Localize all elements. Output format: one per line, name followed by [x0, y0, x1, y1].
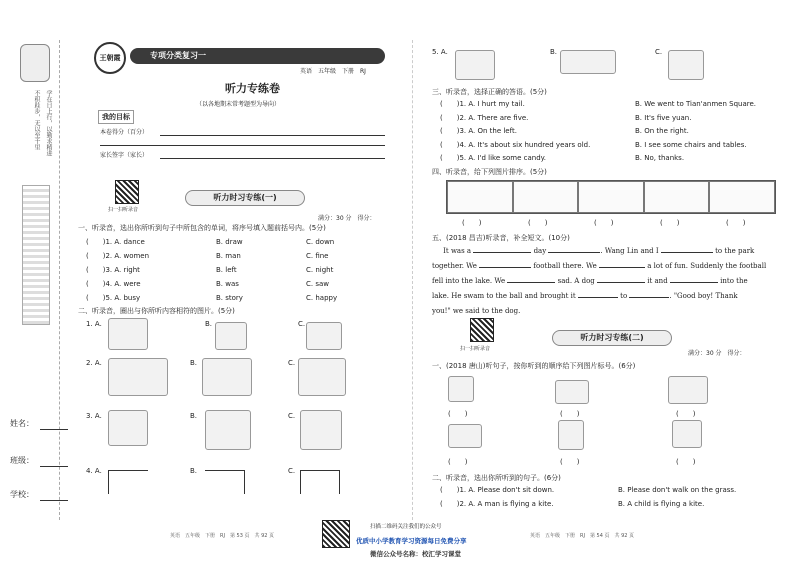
picture-cell[interactable]	[709, 181, 775, 213]
direction-sign-icon[interactable]	[108, 470, 148, 494]
blank-field[interactable]	[507, 282, 555, 283]
answer-bracket[interactable]: ( )	[560, 410, 580, 418]
section-banner: 专项分类复习一	[130, 48, 385, 64]
picture-option[interactable]	[108, 318, 148, 350]
camera-icon[interactable]	[555, 380, 589, 404]
cloze-line: fell into the lake. We sad. A dog it and into the	[432, 277, 748, 285]
list-item: ( )4. A. It's about six hundred years old. B. I see some chairs and tables.	[440, 140, 747, 149]
tiananmen-icon[interactable]	[560, 50, 616, 74]
footer-scan-text: 扫描二维码关注我们的公众号	[370, 524, 442, 530]
cloze-passage	[432, 244, 772, 319]
page-subtitle: （以各地期末常考题型为导向）	[196, 101, 281, 108]
blank-field[interactable]	[597, 282, 645, 283]
name-label: 姓名：	[10, 419, 34, 428]
answer-bracket[interactable]: ( )	[448, 458, 468, 466]
telephone-icon[interactable]	[448, 424, 482, 448]
cloze-line: together. We football there. We a lot of fun. Suddenly the football	[432, 262, 767, 270]
class-label: 班级：	[10, 456, 34, 465]
footer-line1: 优质中小学教育学习资源每日免费分享	[356, 537, 467, 545]
picture-option[interactable]	[202, 358, 252, 396]
picture-option[interactable]	[455, 50, 495, 80]
cloze-line: It was a day . Wang Lin and I to the park	[443, 247, 755, 255]
q2-row3-c: C.	[288, 412, 296, 420]
blank-field[interactable]	[548, 252, 600, 253]
q3-list	[440, 98, 780, 166]
blank-field[interactable]	[670, 282, 718, 283]
q2-row3-b: B.	[190, 412, 198, 420]
computer-icon[interactable]	[668, 376, 708, 404]
answer-bracket[interactable]: ( )	[560, 458, 580, 466]
blank-field[interactable]	[629, 297, 669, 298]
list-item: ( )1. A. I hurt my tail. B. We went to Tian'anmen Square.	[440, 100, 757, 108]
picture-option[interactable]	[205, 410, 251, 450]
list-item: ( )2. A. women B. man C. fine	[86, 252, 329, 260]
blank-field[interactable]	[599, 267, 645, 268]
answer-bracket[interactable]: ( )	[726, 219, 746, 227]
q2-row4-b: B.	[190, 467, 198, 475]
list-item: ( )2. A. There are five. B. It's five yuan.	[440, 113, 692, 122]
blank-field[interactable]	[578, 297, 618, 298]
q2-row1-a: 1. A.	[86, 320, 102, 328]
footer-qr-code[interactable]	[322, 520, 350, 548]
qr-code-section2[interactable]	[470, 318, 494, 342]
q5-b: B.	[550, 48, 558, 56]
picture-cell[interactable]	[447, 181, 513, 213]
q2-row4-a: 4. A.	[86, 467, 102, 475]
picture-cell[interactable]	[513, 181, 579, 213]
brand-logo: 王朝霞	[94, 42, 126, 74]
page-title: 听力专练卷	[225, 82, 280, 95]
section1-title: 听力时习专练(一)	[185, 190, 305, 206]
blank-field[interactable]	[661, 252, 713, 253]
section1-score: 满分：30 分 得分：	[318, 215, 376, 222]
q2-row3-a: 3. A.	[86, 412, 102, 420]
school-field[interactable]	[40, 491, 68, 501]
q1-list	[86, 236, 386, 306]
q4-picture-strip	[446, 180, 776, 214]
q3-title: 三、听录音，选择正确的答语。(5分)	[432, 88, 547, 96]
q2-row2-c: C.	[288, 359, 296, 367]
list-item: ( )3. A. On the left. B. On the right.	[440, 127, 689, 135]
picture-option[interactable]	[300, 410, 342, 450]
q5-a: 5. A.	[432, 48, 448, 56]
name-field[interactable]	[40, 420, 68, 430]
center-fold	[412, 40, 413, 520]
s2q2-title: 二、听录音，选出你所听到的句子。(6分)	[432, 474, 561, 482]
letter-icon[interactable]	[558, 420, 584, 450]
list-item: ( )5. A. I'd like some candy. B. No, thanks.	[440, 154, 685, 162]
page-number-left: 英语 五年级 下册 RJ 第 53 页 共 92 页	[170, 533, 275, 539]
picture-option[interactable]	[298, 358, 346, 396]
s2q1-title: 一、(2018 唐山)听句子，按你听到的顺序给下列图片标号。(6分)	[432, 362, 636, 370]
q2-row1-c: C.	[298, 320, 306, 328]
list-item: ( )3. A. right B. left C. night	[86, 266, 334, 274]
picture-cell[interactable]	[644, 181, 710, 213]
footer-line2: 微信公众号名称：校汇学习课堂	[370, 550, 461, 558]
list-item: ( )2. A. A man is flying a kite. B. A child is flying a kite.	[440, 500, 705, 508]
list-item: ( )1. A. dance B. draw C. down	[86, 238, 335, 246]
parent-sign-label: 家长签字（家长）	[100, 152, 149, 159]
score-line-label: 本卷得分（百分）	[100, 129, 149, 136]
answer-bracket[interactable]: ( )	[448, 410, 468, 418]
list-item: ( )1. A. Please don't sit down. B. Please don't walk on the grass.	[440, 486, 737, 494]
header-meta: 英语 五年级 下册 RJ	[300, 68, 366, 75]
section2-score: 满分：30 分 得分：	[688, 350, 746, 357]
s2q2-list	[440, 484, 780, 512]
page-number-right: 英语 五年级 下册 RJ 第 54 页 共 92 页	[530, 533, 635, 539]
answer-bracket[interactable]: ( )	[462, 219, 482, 227]
list-item: ( )4. A. were B. was C. saw	[86, 280, 329, 288]
q2-title: 二、听录音，圈出与你所听内容相符的图片。(5分)	[78, 307, 235, 315]
list-item: ( )5. A. busy B. story C. happy	[86, 294, 338, 302]
binding-sidebar	[14, 40, 60, 520]
cloze-line: you!" we said to the dog.	[432, 307, 521, 315]
direction-sign-icon[interactable]	[205, 470, 245, 494]
goal-label: 我的目标	[98, 110, 134, 124]
noodles-icon[interactable]	[448, 376, 474, 402]
blank-field[interactable]	[473, 252, 531, 253]
qr-caption: 扫一扫听录音	[108, 207, 139, 213]
q5-c: C.	[655, 48, 663, 56]
q2-row1-b: B.	[205, 320, 213, 328]
answer-bracket[interactable]: ( )	[660, 219, 680, 227]
score-line[interactable]	[160, 135, 385, 136]
q4-title: 四、听录音，给下列图片排序。(5分)	[432, 168, 547, 176]
cloze-line: lake. He swam to the ball and brought it to . "Good boy! Thank	[432, 292, 738, 300]
kite-icon[interactable]	[672, 420, 702, 448]
q2-row2-b: B.	[190, 359, 198, 367]
direction-sign-icon[interactable]	[300, 470, 340, 494]
picture-option[interactable]	[108, 410, 148, 446]
answer-bracket[interactable]: ( )	[528, 219, 548, 227]
school-label: 学校：	[10, 490, 34, 499]
picture-option[interactable]	[108, 358, 168, 396]
mascot-icon	[20, 44, 50, 82]
parent-sign-line[interactable]	[160, 158, 385, 159]
sidebar-pattern	[22, 185, 50, 325]
qr-code-section1[interactable]	[115, 180, 139, 204]
answer-bracket[interactable]: ( )	[594, 219, 614, 227]
picture-cell[interactable]	[578, 181, 644, 213]
blank-line	[100, 145, 385, 146]
q2-row4-c: C.	[288, 467, 296, 475]
sidebar-motto-top: 不积跬步，无以至千里	[33, 90, 40, 150]
sidebar-motto: 学在日上行，以勤求精进	[45, 90, 52, 156]
picture-option[interactable]	[306, 322, 342, 350]
blank-field[interactable]	[479, 267, 531, 268]
picture-option[interactable]	[668, 50, 704, 80]
q5p-title: 五、(2018 昌吉)听录音，补全短文。(10分)	[432, 234, 570, 242]
answer-bracket[interactable]: ( )	[676, 458, 696, 466]
qr-caption-2: 扫一扫听录音	[460, 346, 491, 352]
picture-option[interactable]	[215, 322, 247, 350]
answer-bracket[interactable]: ( )	[676, 410, 696, 418]
q2-row2-a: 2. A.	[86, 359, 102, 367]
class-field[interactable]	[40, 457, 68, 467]
section2-title: 听力时习专练(二)	[552, 330, 672, 346]
q1-title: 一、听录音，选出你所听到句子中所包含的单词，将序号填入题前括号内。(5分)	[78, 224, 326, 232]
